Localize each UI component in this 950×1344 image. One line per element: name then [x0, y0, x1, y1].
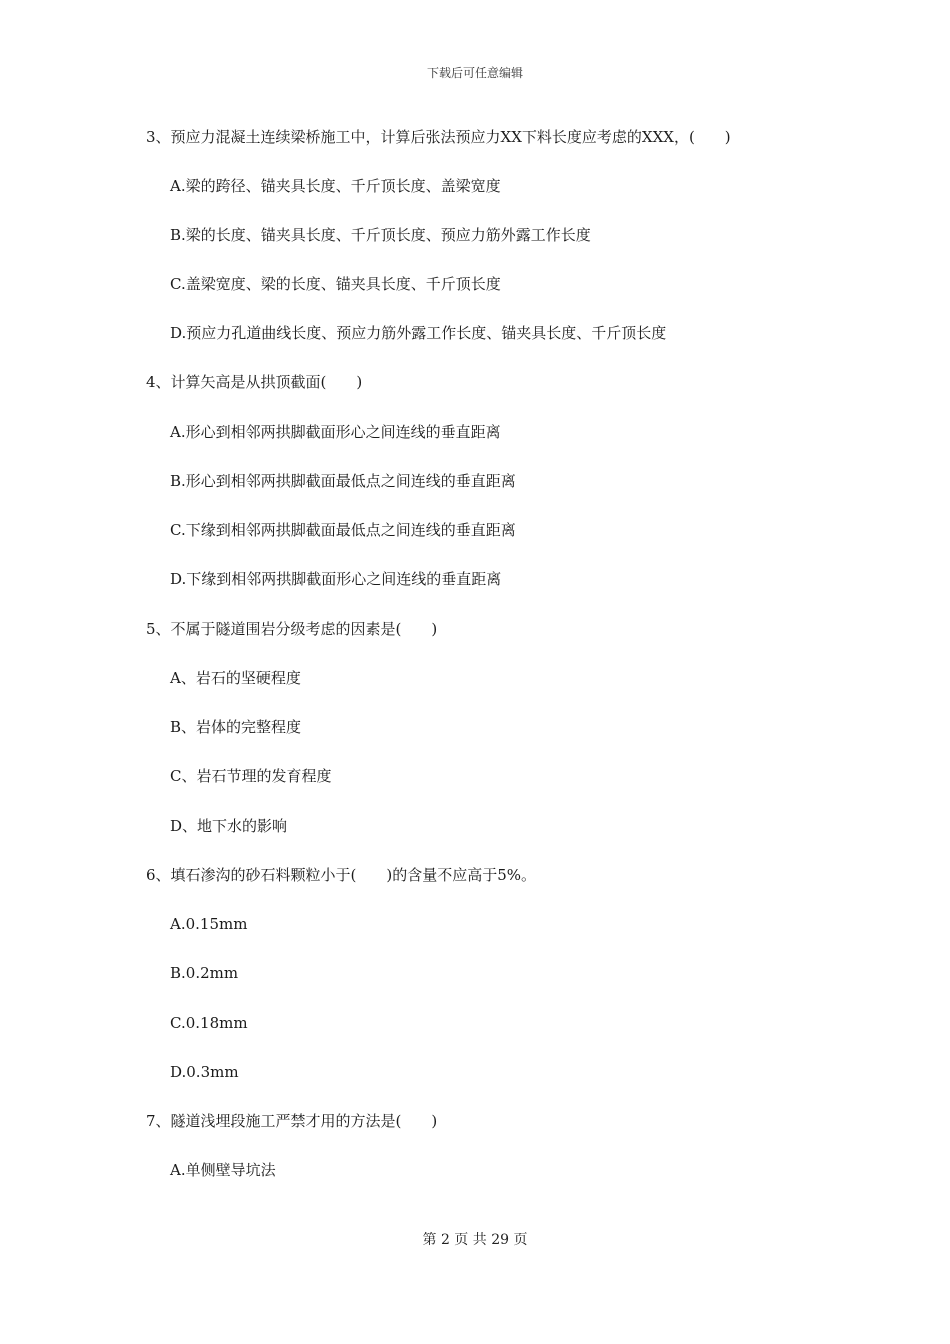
question-3-option-d: D.预应力孔道曲线长度、预应力筋外露工作长度、锚夹具长度、千斤顶长度	[170, 324, 667, 342]
question-4-stem: 4、计算矢高是从拱顶截面( )	[146, 373, 363, 391]
page-header: 下载后可任意编辑	[426, 66, 523, 80]
question-7-stem: 7、隧道浅埋段施工严禁才用的方法是( )	[146, 1112, 438, 1130]
question-4-option-d: D.下缘到相邻两拱脚截面形心之间连线的垂直距离	[170, 570, 502, 588]
question-6-option-a: A.0.15mm	[170, 915, 248, 933]
question-3-stem: 3、预应力混凝土连续梁桥施工中，计算后张法预应力XX下料长度应考虑的XXX，( )	[146, 128, 731, 146]
question-6-option-b: B.0.2mm	[170, 964, 239, 982]
question-5-stem: 5、不属于隧道围岩分级考虑的因素是( )	[146, 620, 438, 638]
question-3-option-b: B.梁的长度、锚夹具长度、千斤顶长度、预应力筋外露工作长度	[170, 226, 591, 244]
question-6-stem: 6、填石渗沟的砂石料颗粒小于( )的含量不应高于5%。	[146, 866, 537, 884]
page-footer: 第 2 页 共 29 页	[422, 1232, 528, 1248]
question-3-option-a: A.梁的跨径、锚夹具长度、千斤顶长度、盖梁宽度	[170, 177, 501, 195]
question-3-option-c: C.盖梁宽度、梁的长度、锚夹具长度、千斤顶长度	[170, 275, 501, 293]
question-5-option-b: B、岩体的完整程度	[170, 718, 302, 736]
question-5-option-d: D、地下水的影响	[170, 817, 288, 835]
question-7-option-a: A.单侧壁导坑法	[170, 1161, 276, 1179]
question-5-option-a: A、岩石的坚硬程度	[170, 669, 301, 687]
question-6-option-d: D.0.3mm	[170, 1063, 239, 1081]
question-6-option-c: C.0.18mm	[170, 1014, 248, 1032]
question-4-option-c: C.下缘到相邻两拱脚截面最低点之间连线的垂直距离	[170, 521, 516, 539]
question-5-option-c: C、岩石节理的发育程度	[170, 767, 332, 785]
question-4-option-b: B.形心到相邻两拱脚截面最低点之间连线的垂直距离	[170, 472, 516, 490]
question-4-option-a: A.形心到相邻两拱脚截面形心之间连线的垂直距离	[170, 423, 501, 441]
